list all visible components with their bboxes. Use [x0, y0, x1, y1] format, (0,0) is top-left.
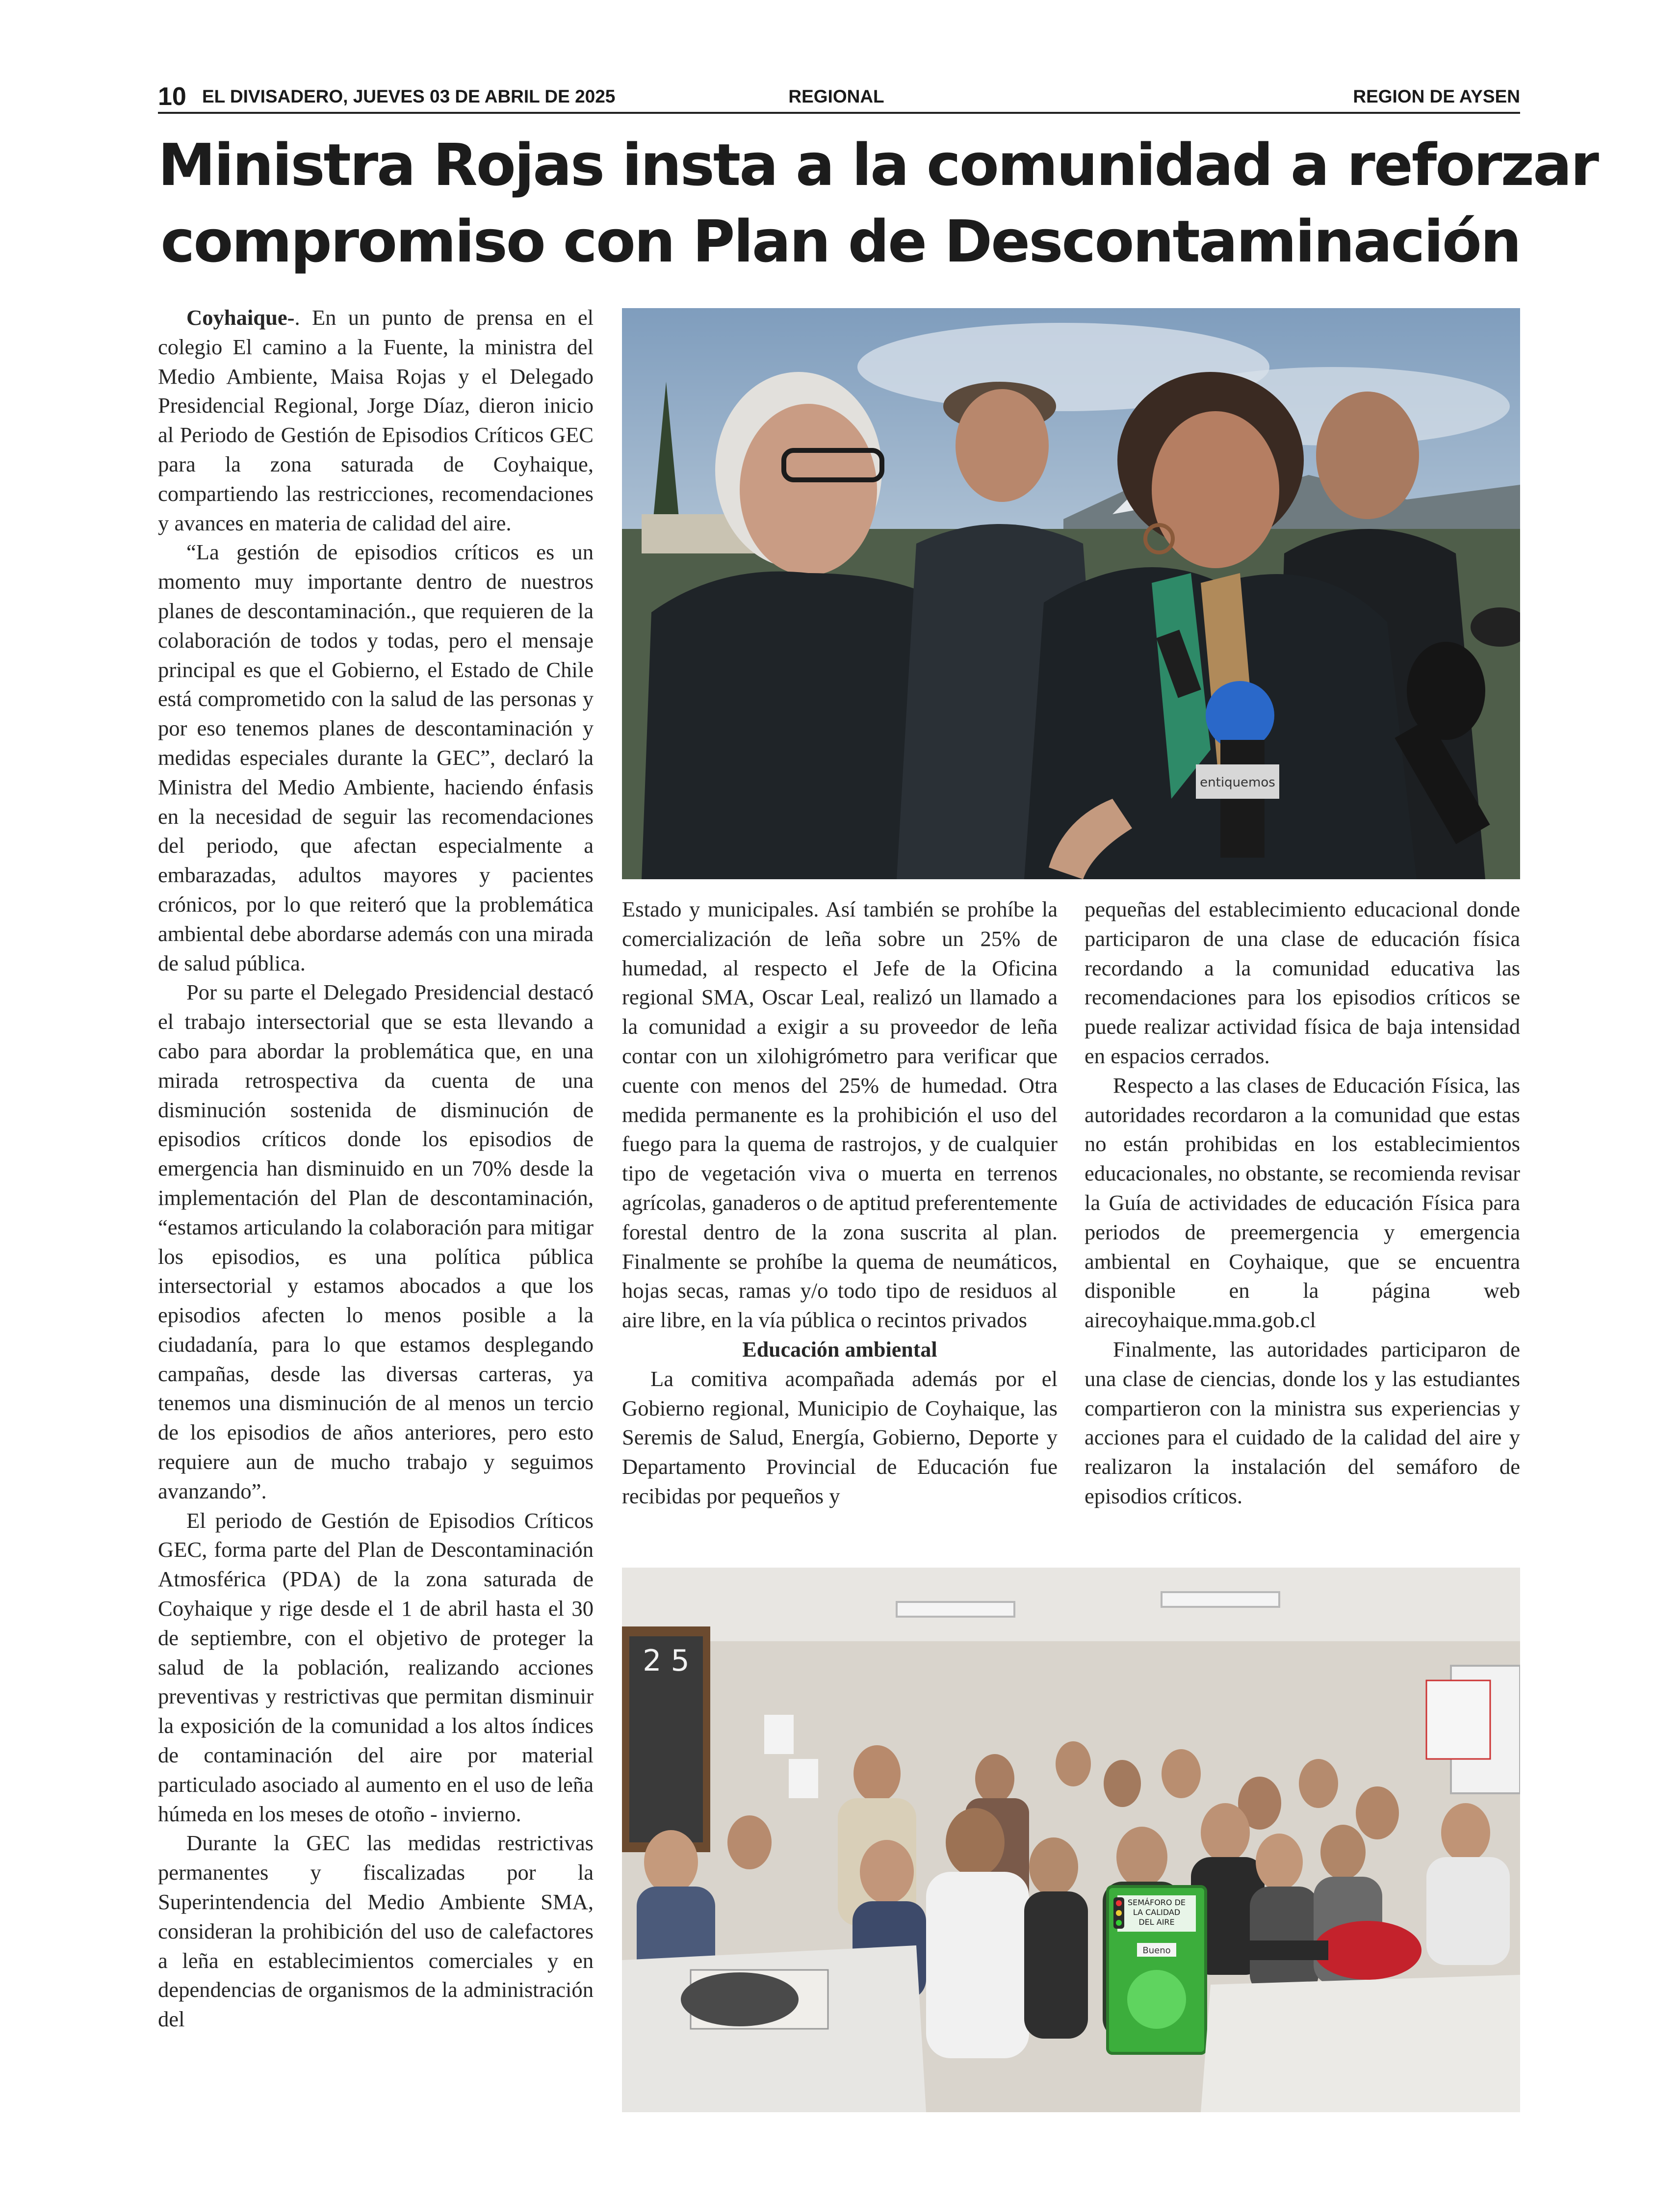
subheading: Educación ambiental [742, 1337, 937, 1362]
air-quality-sign [1108, 1887, 1206, 2053]
paragraph-6-start: La comitiva acompañada además por el Gobierno regional, Municipio de Coyhaique, las Seremis de Salud, Energía, Gobierno, Deporte y Departamento Provincial de Educación fue recibidas por pequeños y [622, 1366, 1058, 1508]
headline-line-1: Ministra Rojas insta a la comunidad a reforzar [158, 131, 1598, 199]
board-number: 2 5 [643, 1644, 690, 1678]
paragraph-8: Finalmente, las autoridades participaron de una clase de ciencias, donde los y las estudiantes compartieron con la ministra sus experiencias y acciones para el cuidado de la calidad del aire y realizaron la instalación del semáforo de episodios críticos. [1085, 1337, 1520, 1508]
paragraph-3: Por su parte el Delegado Presidencial destacó el trabajo intersectorial que se esta llevando a cabo para abordar la problemática que, en una mirada retrospectiva da cuenta de una disminución sostenida de disminución de episodios críticos donde los episodios de emergencia han disminuido en un 70% desde la implementación del Plan de descontaminación, “estamos articulando la colaboración para mitigar los episodios, es una política pública intersectorial y estamos abocados a que los episodios afecten lo menos posible a la ciudadanía, para lo que estamos desplegando campañas, desde las diversas carteras, ya tenemos una disminución de al menos un tercio de los episodios de años anteriores, pero esto requiere aun de mucho trabajo y seguimos avanzando”. [158, 980, 594, 1503]
paragraph-7: Respecto a las clases de Educación Física, las autoridades recordaron a la comunidad que estas no están prohibidas en los establecimientos educacionales, no obstante, se recomienda revisar la Guía de actividades de educación Física para periodos de preemergencia y emergencia ambiental en Coyhaique, que se encuentra disponible en la página web airecoyhaique.mma.gob.cl [1085, 1073, 1520, 1333]
article-column-3 [1085, 895, 1520, 1511]
dateline: Coyhaique- [186, 305, 295, 330]
classroom-photo [622, 1568, 1520, 2112]
sign-line-3: DEL AIRE [1138, 1917, 1175, 1927]
headline [158, 127, 1598, 280]
paragraph-2: “La gestión de episodios críticos es un momento muy importante dentro de nuestros planes de descontaminación., que requieren de la colaboración de todos y todas, pero el mensaje principal es que el Gobierno, el Estado de Chile está comprometido con la salud de las personas y por eso tenemos planes de descontaminación y medidas especiales durante la GEC”, declaró la Ministra del Medio Ambiente, haciendo énfasis en la necesidad de seguir las recomendaciones del periodo, que afectan especialmente a embarazadas, adultos mayores y pacientes crónicos, por lo que reiteró que la problemática ambiental debe abordarse además con una mirada de salud pública. [158, 540, 594, 975]
sign-line-1: SEMÁFORO DE [1127, 1898, 1186, 1907]
paragraph-5-start: Durante la GEC las medidas restrictivas permanentes y fiscalizadas por la Superintendencia del Medio Ambiente SMA, consideran la prohibición del uso de calefactores a leña en establecimientos comerciales y en dependencias de organismos de la administración del [158, 1831, 594, 2032]
publication-date: EL DIVISADERO, JUEVES 03 DE ABRIL DE 2025 [202, 86, 616, 106]
paragraph-6-continued: pequeñas del establecimiento educacional donde participaron de una clase de educación física recordando a la comunidad educativa las recomendaciones para los episodios críticos se puede realizar actividad física de baja intensidad en espacios cerrados. [1085, 897, 1520, 1068]
paragraph-5-continued: Estado y municipales. Así también se prohíbe la comercialización de leña sobre un 25% de humedad, al respecto el Jefe de la Oficina regional SMA, Oscar Leal, realizó un llamado a la comunidad a exigir a su proveedor de leña contar con un xilohigrómetro para verificar que cuente con menos del 25% de humedad. Otra medida permanente es la prohibición el uso del fuego para la quema de rastrojos, y de cualquier tipo de vegetación viva o muerta en terrenos agrícolas, ganaderos o de aptitud preferentemente forestal dentro de la zona suscrita al plan. Finalmente se prohíbe la quema de neumáticos, hojas secas, ramas y/o todo tipo de residuos al aire libre, en la vía pública o recintos privados [622, 897, 1058, 1333]
article-column-2 [622, 895, 1058, 1511]
header-divider [158, 112, 1520, 114]
sign-status: Bueno [1142, 1945, 1171, 1956]
paragraph-1-text: . En un punto de prensa en el colegio El camino a la Fuente, la ministra del Medio Ambiente, Maisa Rojas y el Delegado Presidencial Regional, Jorge Díaz, dieron inicio al Periodo de Gestión de Episodios Críticos GEC para la zona saturada de Coyhaique, compartiendo las restricciones, recomendaciones y avances en materia de calidad del aire. [158, 305, 594, 535]
region-label: REGION DE AYSEN [1353, 86, 1520, 106]
article-column-1 [158, 303, 594, 2034]
press-conference-photo [622, 308, 1520, 879]
mic-brand-label: entiquemos [1200, 775, 1275, 790]
paragraph-1 [158, 303, 594, 538]
section-label: REGIONAL [788, 86, 884, 106]
sign-line-2: LA CALIDAD [1133, 1908, 1181, 1917]
headline-line-2: compromiso con Plan de Descontaminación [160, 208, 1520, 275]
page-number: 10 [158, 82, 186, 111]
paragraph-4: El periodo de Gestión de Episodios Críticos GEC, forma parte del Plan de Descontaminación Atmosférica (PDA) de la zona saturada de Coyhaique y rige desde el 1 de abril hasta el 30 de septiembre, con el objetivo de proteger la salud de la población, realizando acciones preventivas y restrictivas que permitan disminuir la exposición de la comunidad a los altos índices de contaminación del aire por material particulado asociado al aumento en el uso de leña húmeda en los meses de otoño - invierno. [158, 1508, 594, 1826]
